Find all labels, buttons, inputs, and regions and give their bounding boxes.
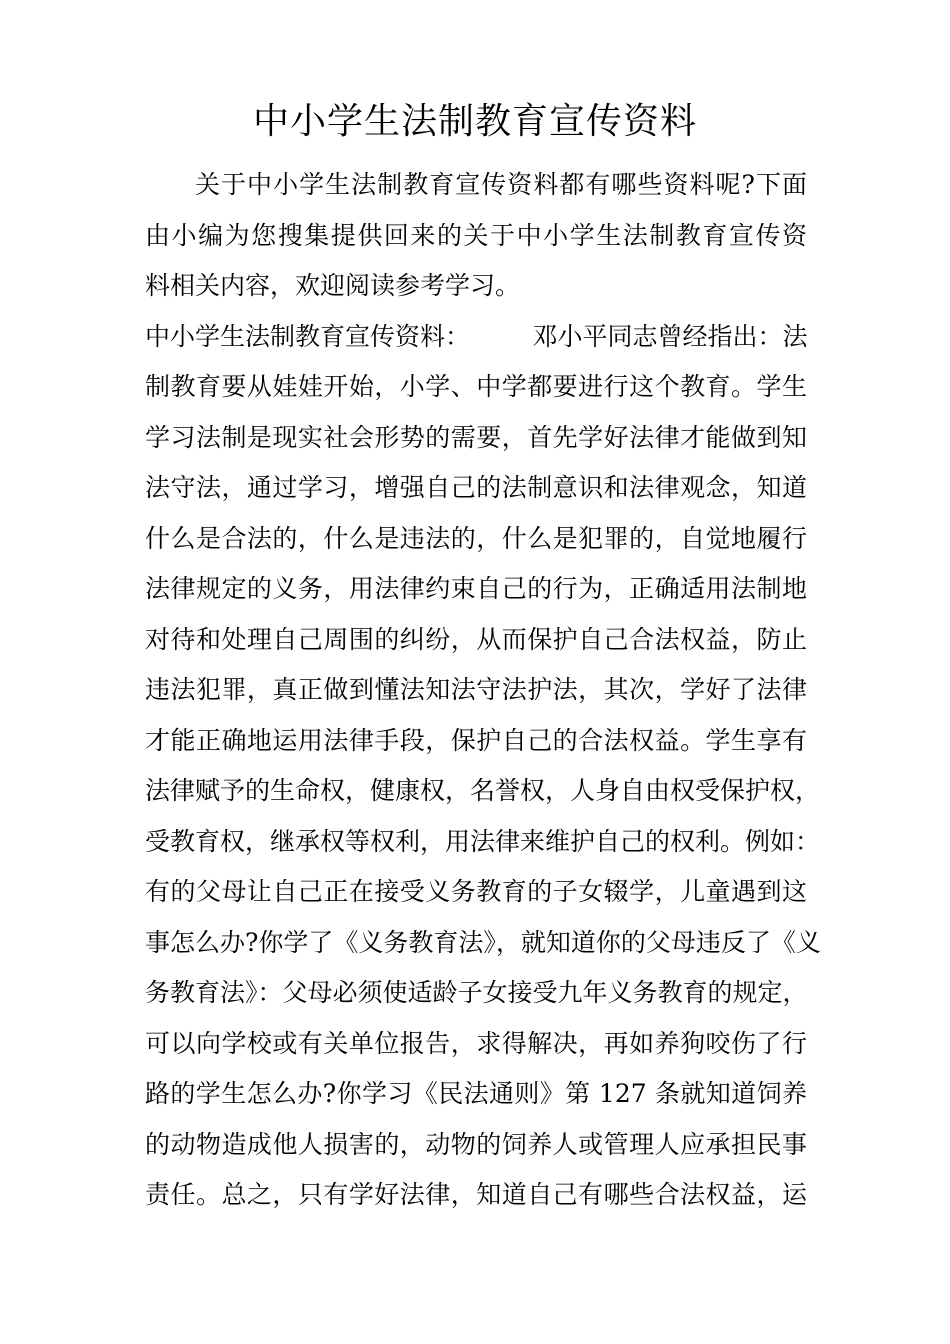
text-line: 路的学生怎么办?你学习《民法通则》第 127 条就知道饲养 (145, 1079, 807, 1108)
main-paragraph (145, 312, 821, 1221)
text-line: 违法犯罪，真正做到懂法知法守法护法，其次，学好了法律 (145, 675, 807, 704)
text-line: 法律规定的义务，用法律约束自己的行为，正确适用法制地 (145, 574, 807, 603)
document-body (145, 160, 821, 1221)
text-line: 有的父母让自己正在接受义务教育的子女辍学，儿童遇到这 (145, 877, 807, 906)
text-line: 关于中小学生法制教育宣传资料都有哪些资料呢?下面 (195, 170, 807, 199)
text-line: 由小编为您搜集提供回来的关于中小学生法制教育宣传资 (145, 220, 807, 250)
text-line: 中小学生法制教育宣传资料： 邓小平同志曾经指出：法 (145, 321, 808, 351)
text-line: 什么是合法的，什么是违法的，什么是犯罪的，自觉地履行 (145, 523, 807, 553)
text-line: 学习法制是现实社会形势的需要，首先学好法律才能做到知 (145, 422, 807, 452)
text-line: 受教育权，继承权等权利，用法律来维护自己的权利。例如： (145, 826, 821, 856)
text-line: 法守法，通过学习，增强自己的法制意识和法律观念，知道 (145, 473, 807, 502)
text-line: 法律赋予的生命权，健康权，名誉权，人身自由权受保护权， (145, 776, 821, 805)
text-line: 事怎么办?你学了《义务教育法》，就知道你的父母违反了《义 (145, 927, 821, 957)
text-line: 可以向学校或有关单位报告，求得解决，再如养狗咬伤了行 (145, 1028, 807, 1058)
text-line: 的动物造成他人损害的，动物的饲养人或管理人应承担民事 (145, 1129, 807, 1159)
text-line: 制教育要从娃娃开始，小学、中学都要进行这个教育。学生 (145, 372, 807, 401)
document-title: 中小学生法制教育宣传资料 (252, 101, 697, 142)
text-line: 务教育法》：父母必须使适龄子女接受九年义务教育的规定， (145, 978, 808, 1007)
intro-paragraph (145, 160, 807, 312)
text-line: 才能正确地运用法律手段，保护自己的合法权益。学生享有 (145, 725, 807, 755)
text-line: 料相关内容，欢迎阅读参考学习。 (145, 271, 521, 300)
text-line: 对待和处理自己周围的纠纷，从而保护自己合法权益，防止 (145, 624, 807, 654)
text-line: 责任。总之，只有学好法律，知道自己有哪些合法权益，运 (145, 1180, 807, 1209)
